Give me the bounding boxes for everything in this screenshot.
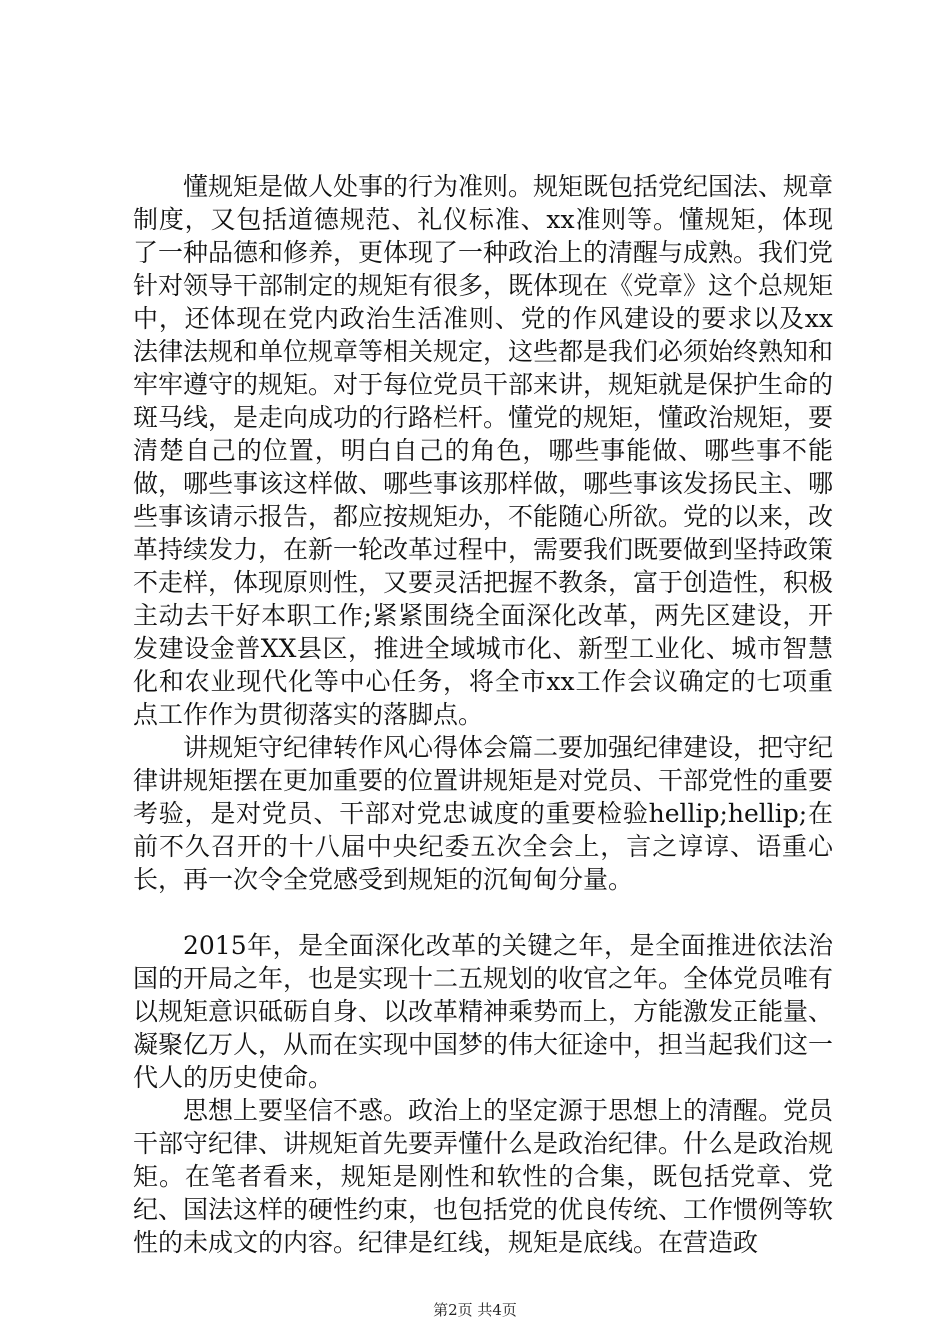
paragraph-experience-article-two: 讲规矩守纪律转作风心得体会篇二要加强纪律建设，把守纪律讲规矩摆在更加重要的位置讲规矩是对党员、干部党性的重要考验，是对党员、干部对党忠诚度的重要检验hellip;hellip;在前不久召开的十八届中央纪委五次全会上，言之谆谆、语重心长，再一次令全党感受到规矩的沉甸甸分量。 [133,733,834,894]
paragraph-ideological-firmness: 思想上要坚信不惑。政治上的坚定源于思想上的清醒。党员干部守纪律、讲规矩首先要弄懂什么是政治纪律。什么是政治规矩。在笔者看来，规矩是刚性和软性的合集，既包括党章、党纪、国法这样的硬性约束，也包括党的优良传统、工作惯例等软性的未成文的内容。纪律是红线，规矩是底线。在营造政 [133,1096,834,1257]
paragraph-gap [133,896,833,929]
paragraph-year-2015: 2015年，是全面深化改革的关键之年，是全面推进依法治国的开局之年，也是实现十二五规划的收官之年。全体党员唯有以规矩意识砥砺自身、以改革精神乘势而上，方能激发正能量、凝聚亿万人，从而在实现中国梦的伟大征途中，担当起我们这一代人的历史使命。 [133,931,834,1092]
document-body [133,170,833,1259]
page-number-footer: 第2页 共4页 [433,1301,517,1319]
paragraph-understanding-rules: 懂规矩是做人处事的行为准则。规矩既包括党纪国法、规章制度，又包括道德规范、礼仪标准、xx准则等。懂规矩，体现了一种品德和修养，更体现了一种政治上的清醒与成熟。我们党针对领导干部制定的规矩有很多，既体现在《党章》这个总规矩中，还体现在党内政治生活准则、党的作风建设的要求以及xx法律法规和单位规章等相关规定，这些都是我们必须始终熟知和牢牢遵守的规矩。对于每位党员干部来讲，规矩就是保护生命的斑马线，是走向成功的行路栏杆。懂党的规矩，懂政治规矩，要清楚自己的位置，明白自己的角色，哪些事能做、哪些事不能做，哪些事该这样做、哪些事该那样做，哪些事该发扬民主、哪些事该请示报告，都应按规矩办，不能随心所欲。党的以来，改革持续发力，在新一轮改革过程中，需要我们既要做到坚持政策不走样，体现原则性，又要灵活把握不教条，富于创造性，积极主动去干好本职工作;紧紧围绕全面深化改革，两先区建设，开发建设金普XX县区，推进全域城市化、新型工业化、城市智慧化和农业现代化等中心任务，将全市xx工作会议确定的七项重点工作作为贯彻落实的落脚点。 [133,172,834,729]
